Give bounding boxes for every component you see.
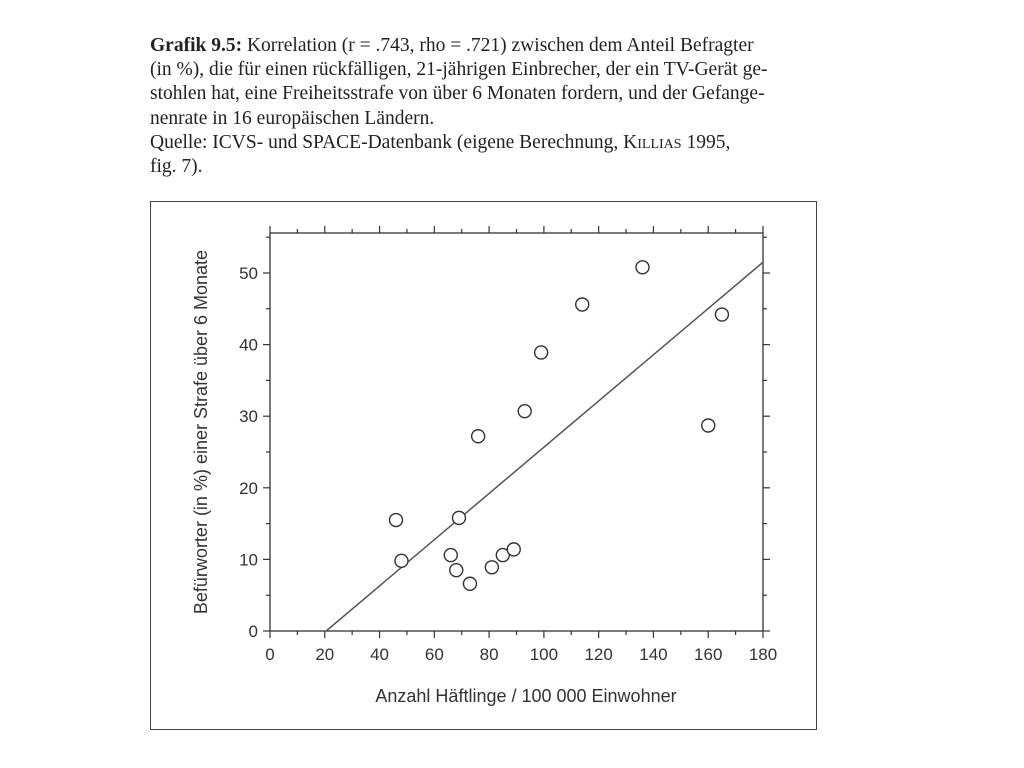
data-point xyxy=(576,298,589,311)
data-point xyxy=(636,261,649,274)
data-point xyxy=(452,511,465,524)
regression-line xyxy=(326,262,763,631)
x-axis-label: Anzahl Häftlinge / 100 000 Einwohner xyxy=(375,686,677,706)
x-tick-label: 140 xyxy=(639,645,668,664)
caption-label: Grafik 9.5: xyxy=(150,35,243,56)
source-suffix: 1995, xyxy=(681,131,731,153)
y-tick-label: 30 xyxy=(239,407,258,427)
data-point xyxy=(715,308,728,321)
x-tick-label: 160 xyxy=(694,645,723,664)
x-tick-label: 120 xyxy=(584,645,613,664)
caption-line-4: nenrate in 16 europäischen Ländern. xyxy=(150,107,435,129)
data-points xyxy=(389,261,728,590)
y-axis-label: Befürworter (in %) einer Strafe über 6 Monate xyxy=(191,249,211,615)
source-prefix: Quelle: ICVS- und SPACE-Datenbank (eigene Berechnung, xyxy=(150,131,624,153)
y-tick-label: 10 xyxy=(239,550,258,570)
y-tick-label: 50 xyxy=(239,264,258,283)
x-tick-label: 80 xyxy=(479,645,499,664)
data-point xyxy=(507,543,520,556)
caption-line-3: stohlen hat, eine Freiheitsstrafe von über 6 Monaten fordern, und der Gefange- xyxy=(150,83,765,105)
data-point xyxy=(389,514,402,527)
data-point xyxy=(702,419,715,432)
plot-area xyxy=(270,233,763,631)
data-point xyxy=(535,346,548,359)
data-point xyxy=(444,549,457,562)
caption-source-line-2: fig. 7). xyxy=(150,156,203,178)
x-tick-label: 0 xyxy=(265,645,275,664)
data-point xyxy=(463,577,476,590)
y-tick-label: 40 xyxy=(239,335,258,355)
x-tick-label: 60 xyxy=(424,645,444,664)
x-tick-label: 180 xyxy=(748,645,778,664)
data-point xyxy=(450,564,463,577)
x-tick-label: 100 xyxy=(529,645,559,664)
x-tick-label: 20 xyxy=(315,645,335,664)
y-tick-label: 20 xyxy=(239,478,258,498)
caption-text-1: Korrelation (r = .743, rho = .721) zwischen dem Anteil Befragter xyxy=(242,35,754,56)
axis-ticks xyxy=(263,226,770,638)
data-point xyxy=(518,405,531,418)
data-point xyxy=(472,430,485,443)
source-author: Killias xyxy=(623,131,682,153)
data-point xyxy=(395,554,408,567)
data-point xyxy=(485,561,498,574)
y-tick-label: 0 xyxy=(248,622,258,641)
tick-labels xyxy=(239,264,777,664)
caption-line-2: (in %), die für einen rückfälligen, 21-jährigen Einbrecher, der ein TV-Gerät ge- xyxy=(150,59,768,81)
x-tick-label: 40 xyxy=(370,645,390,664)
